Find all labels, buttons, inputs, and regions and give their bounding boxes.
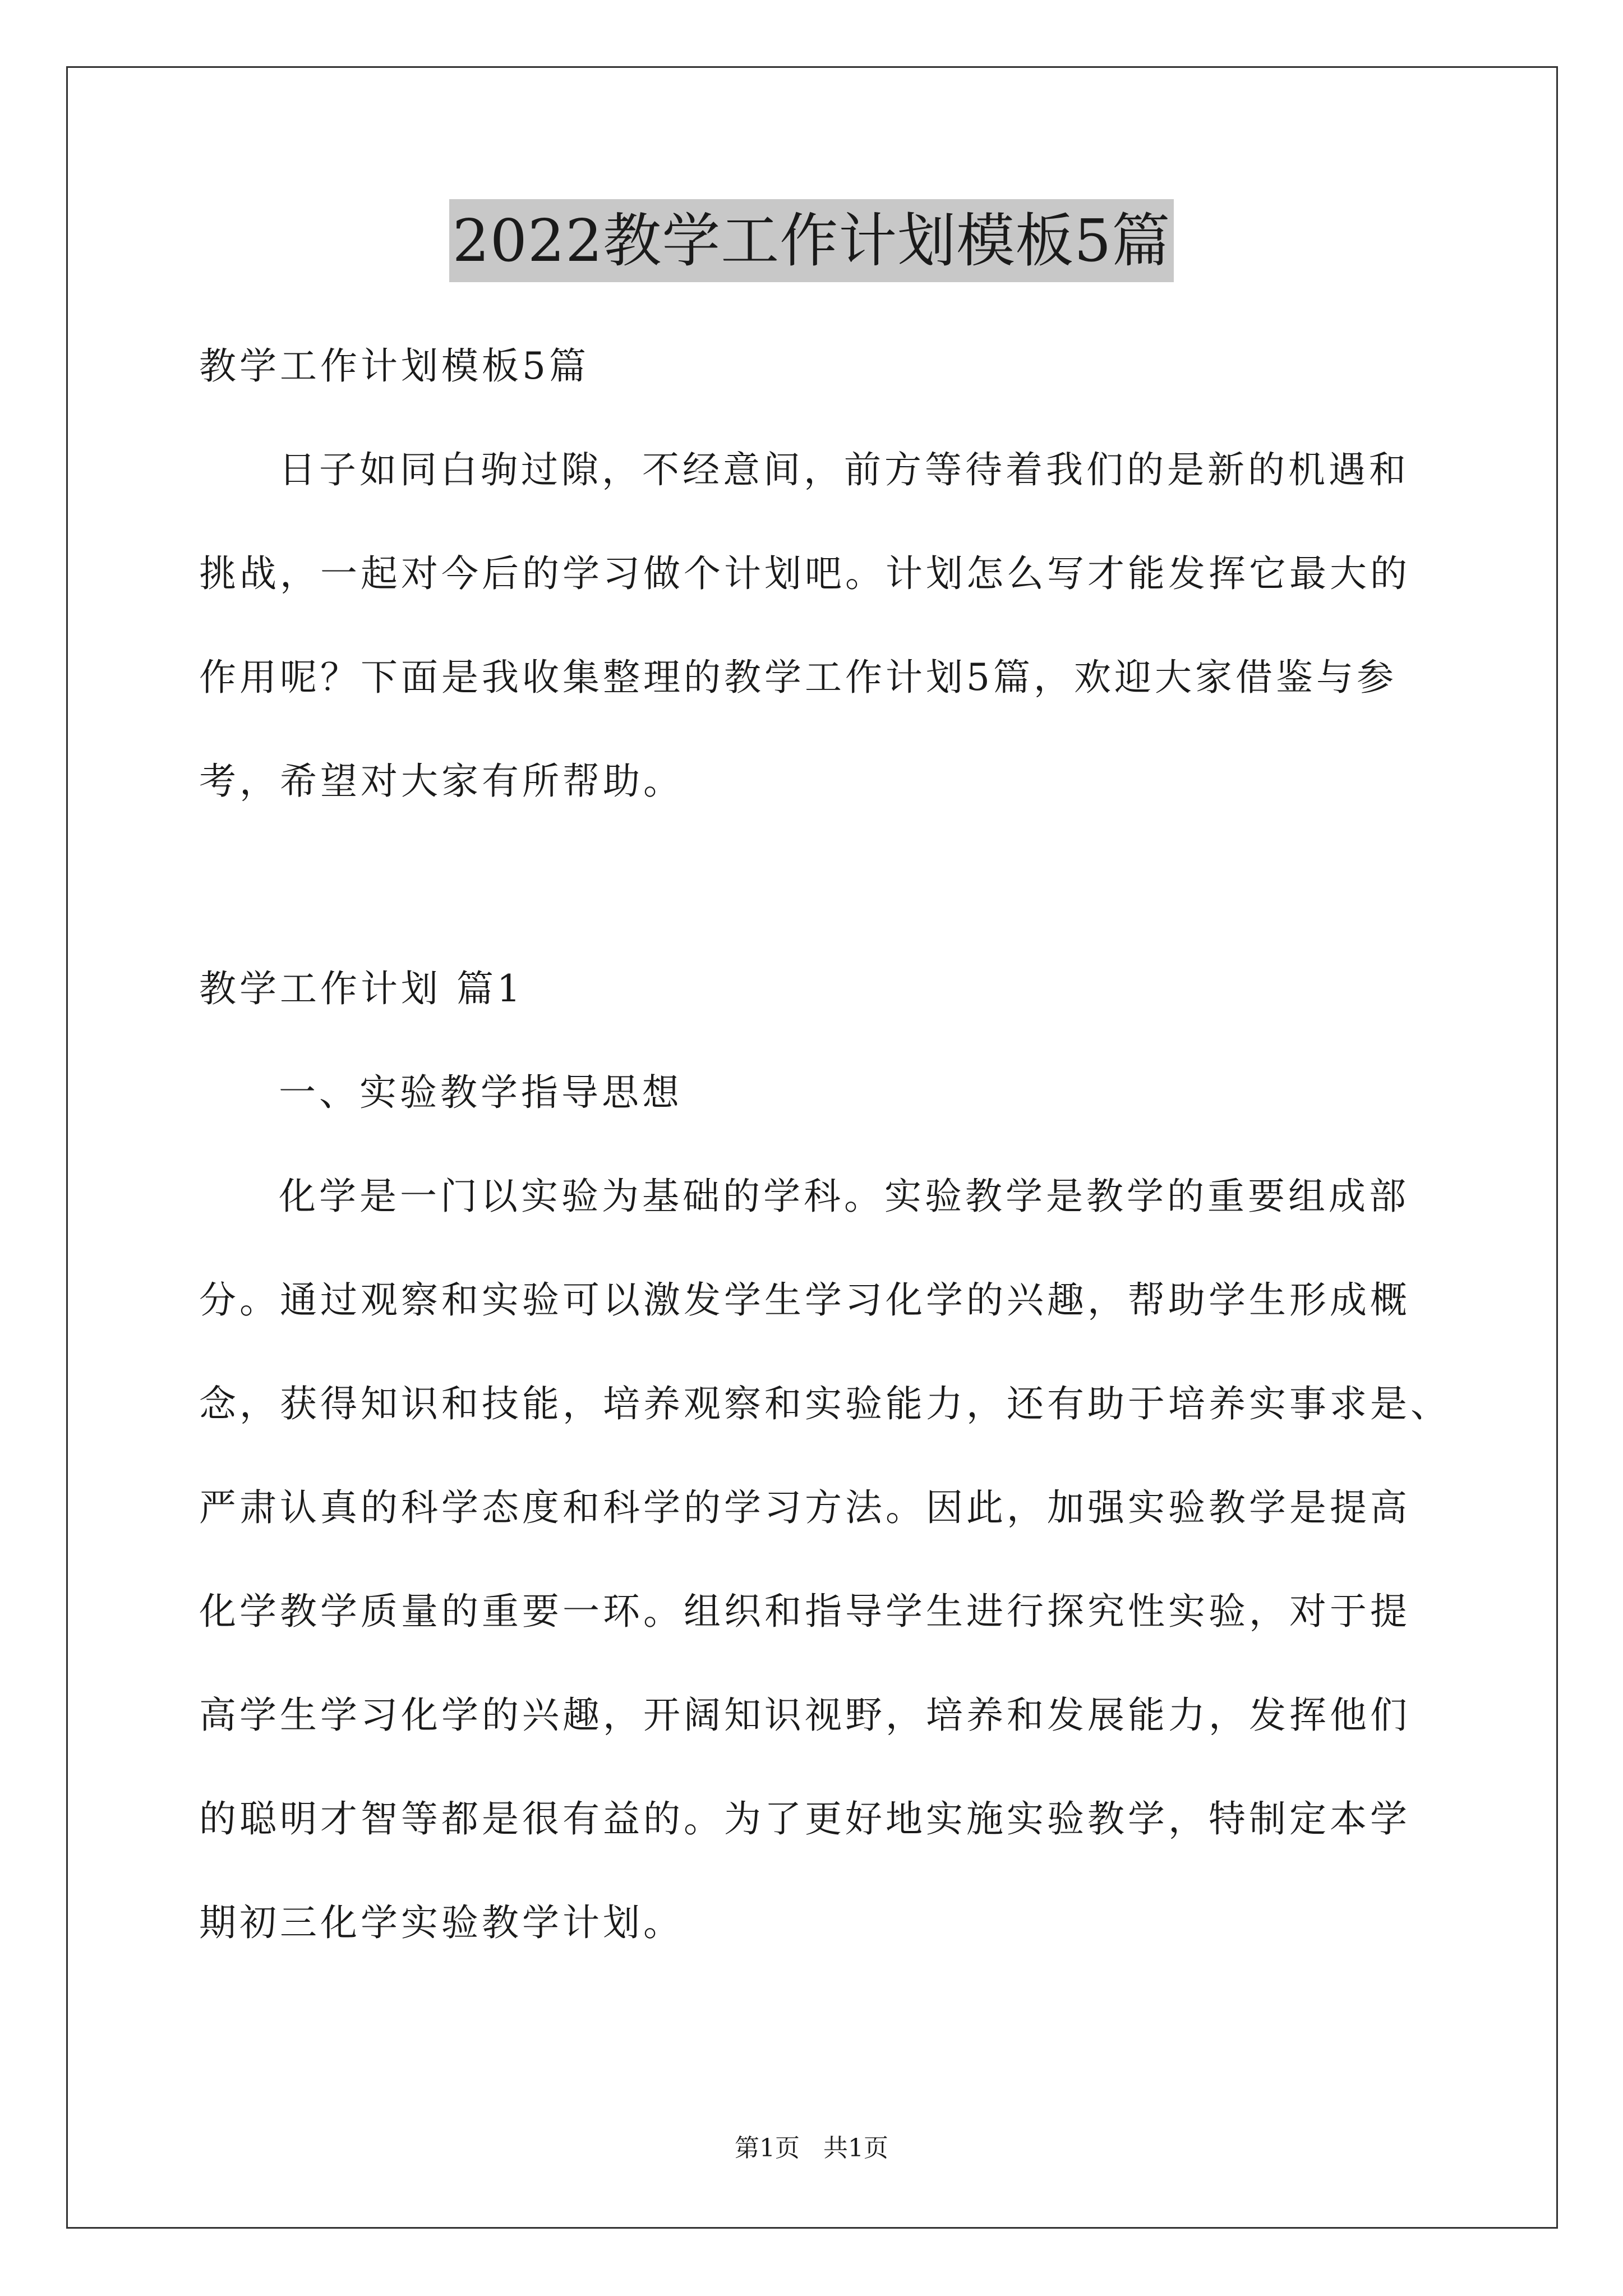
text-line: 考，希望对大家有所帮助。 bbox=[199, 760, 684, 803]
text-line: 念，获得知识和技能，培养观察和实验能力，还有助于培养实事求是、 bbox=[199, 1382, 1451, 1425]
page-footer: 第1页 共1页 bbox=[735, 2134, 888, 2162]
text-line: 的聪明才智等都是很有益的。为了更好地实施实验教学，特制定本学 bbox=[199, 1797, 1410, 1841]
text-line: 教学工作计划模板5篇 bbox=[199, 344, 589, 388]
text-line: 作用呢？下面是我收集整理的教学工作计划5篇，欢迎大家借鉴与参 bbox=[199, 656, 1397, 699]
text-line: 化学教学质量的重要一环。组织和指导学生进行探究性实验，对于提 bbox=[199, 1590, 1410, 1633]
document-title: 2022教学工作计划模板5篇 bbox=[449, 199, 1174, 282]
paragraph-gap bbox=[199, 833, 1433, 937]
text-line: 日子如同白驹过隙，不经意间，前方等待着我们的是新的机遇和 bbox=[279, 448, 1409, 491]
text-line: 严肃认真的科学态度和科学的学习方法。因此，加强实验教学是提高 bbox=[199, 1486, 1410, 1529]
text-line: 教学工作计划 篇1 bbox=[199, 967, 524, 1010]
title-container bbox=[0, 199, 1623, 282]
text-line: 期初三化学实验教学计划。 bbox=[199, 1901, 684, 1944]
text-line: 一、实验教学指导思想 bbox=[279, 1071, 683, 1114]
text-line: 挑战，一起对今后的学习做个计划吧。计划怎么写才能发挥它最大的 bbox=[199, 552, 1410, 595]
text-line: 分。通过观察和实验可以激发学生学习化学的兴趣，帮助学生形成概 bbox=[199, 1278, 1410, 1322]
text-line: 高学生学习化学的兴趣，开阔知识视野，培养和发展能力，发挥他们 bbox=[199, 1694, 1410, 1737]
text-line: 化学是一门以实验为基础的学科。实验教学是教学的重要组成部 bbox=[279, 1175, 1409, 1218]
document-body bbox=[199, 314, 1451, 1975]
